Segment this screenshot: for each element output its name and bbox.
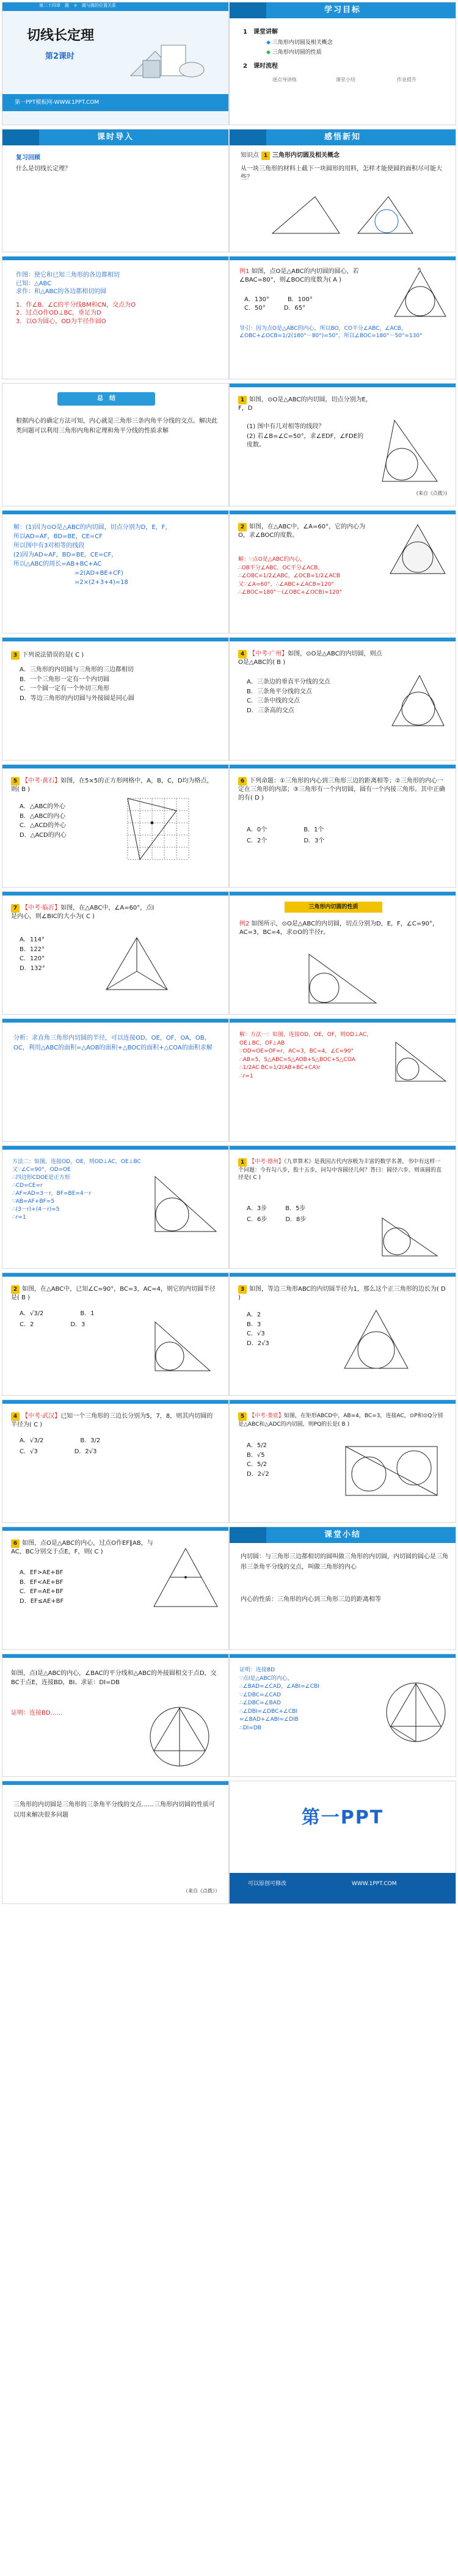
knowledge-label: 知识点: [241, 152, 259, 159]
slide-header: 第二十四章 圆 ＊ 圆与圆的位置关系: [39, 3, 116, 8]
q5-opt-b[interactable]: B．△ABC的内心: [20, 812, 66, 820]
ex2-num: 1: [238, 396, 247, 404]
goal-num-2: 2: [243, 63, 247, 70]
q8-opt-a[interactable]: A．3步: [247, 1205, 267, 1212]
proof-line-3: ∴∠BAD=∠CAD，∠ABI=∠CBI: [239, 1684, 319, 1690]
q3-opt-b[interactable]: B．一个三角形一定有一个内切圆: [20, 676, 109, 683]
q7-tag: 【中考·临沂】: [22, 905, 61, 911]
q14-hint: 证明：连接BD……: [11, 1710, 63, 1717]
brand-footer-2: WWW.1PPT.COM: [352, 1881, 397, 1887]
q7-figure: [100, 935, 173, 996]
new-banner: 感悟新知: [230, 130, 456, 145]
q3-opt-a[interactable]: A．三角形的内切圆与三角形的三边都相切: [20, 666, 134, 673]
q12-text: 如图，在矩形ABCD中，AB=4，BC=3，连接AC，⊙P和⊙Q分别是△ABC和△ADC的内切圆，则PQ的长是( B ): [238, 1413, 443, 1428]
brand-footer-1: 可以原创可修改: [248, 1881, 287, 1887]
question6-slide[interactable]: [229, 764, 456, 888]
review-label: 复习回顾: [16, 155, 40, 161]
q6-opt-c[interactable]: C．2个: [247, 837, 267, 844]
q4-opt-b[interactable]: B．三条角平分线的交点: [247, 688, 312, 695]
q8-opt-c[interactable]: C．6步: [247, 1216, 267, 1223]
q3-opt-c[interactable]: C．一个圆一定有一个外切三角形: [20, 685, 109, 692]
proof-line-8: ∴DI=DB: [239, 1724, 261, 1731]
knowledge2-slide[interactable]: [229, 891, 456, 1015]
q13-opt-d[interactable]: D．EF≤AE+BF: [20, 1597, 64, 1605]
proof-line-5: ∴∠DBC=∠BAD: [239, 1700, 281, 1706]
q7-opt-a[interactable]: A．114°: [20, 936, 45, 943]
sol3-line-5: ∴r=1: [239, 1073, 253, 1079]
ex1-opt-d[interactable]: D．65°: [283, 304, 306, 312]
q10-text: 如图，等边三角形ABC的内切圆半径为1，那么这个正三角形的边长为( D ): [238, 1286, 446, 1301]
solution2-slide[interactable]: [2, 1018, 229, 1142]
sol1-line-7: =2×(2+3+4)=18: [75, 579, 128, 586]
example1-slide[interactable]: [229, 256, 456, 379]
goal-num-1: 1: [243, 29, 247, 35]
k2-title: 三角形内切圆的性质: [285, 902, 382, 913]
q4-tag: 【中考·广州】: [249, 651, 288, 657]
q4-num: 4: [238, 650, 247, 659]
ex2-text: 如图，⊙O是△ABC的内切圆，切点分别为E，F，D: [238, 396, 372, 412]
proof-figure: [382, 1679, 449, 1746]
ex3-sol-2: ∴OB平分∠ABC，OC平分∠ACB，: [238, 564, 324, 571]
sol1-line-6: =2(AD+BE+CF): [75, 570, 123, 577]
ex3-sol-4: 又∵∠A=60°，∴∠ABC+∠ACB=120°: [238, 581, 334, 588]
q8-opt-d[interactable]: D．8步: [285, 1216, 307, 1223]
exercise2-slide[interactable]: [229, 510, 456, 633]
question11-slide[interactable]: [2, 1399, 229, 1523]
ex3-sol-1: 解：∵点O是△ABC的内心，: [238, 556, 306, 563]
summary-text-2: 内心的性质：三角形的内心到三角形三边的距离相等: [241, 1596, 381, 1603]
sol3-line-4: ∴1/2AC·BC=1/2(AB+BC+CA)r: [239, 1065, 321, 1071]
q5-opt-a[interactable]: A．△ABC的外心: [20, 803, 66, 810]
q14-figure: [143, 1703, 216, 1770]
m2-line-5: ∴AF=AD=3－r，BF=BE=4－r: [12, 1191, 92, 1197]
question14-slide[interactable]: [2, 1654, 229, 1777]
question9-slide[interactable]: [2, 1272, 229, 1396]
k2-text: 如图所示，⊙O是△ABC的内切圆，切点分别为D，E，F，∠C=90°，AC=3，BC=4，求⊙O的半径r。: [239, 921, 438, 936]
q11-opt-d[interactable]: D．2√3: [74, 1448, 97, 1455]
title-slide[interactable]: [2, 2, 229, 125]
q8-opt-b[interactable]: B．5步: [285, 1205, 306, 1212]
q4-opt-d[interactable]: D．三条高的交点: [247, 707, 294, 714]
q9-text: 如图，在△ABC中，已知∠C=90°，BC=3，AC=4，则它的内切圆半径是( B ): [11, 1286, 216, 1301]
q9-opt-a[interactable]: A．√3/2: [20, 1310, 44, 1317]
q12-opt-d[interactable]: D．2√2: [247, 1470, 269, 1478]
geometry-shapes-illustration: [118, 27, 210, 88]
q13-opt-c[interactable]: C．EF=AE+BF: [20, 1588, 64, 1595]
q12-opt-c[interactable]: C．5/2: [247, 1461, 267, 1468]
ex1-tag: 例1: [239, 268, 250, 275]
q13-num: 6: [11, 1539, 20, 1548]
q8-num: 1: [238, 1158, 247, 1167]
q13-opt-a[interactable]: A．EF>AE+BF: [20, 1569, 64, 1576]
q7-num: 7: [11, 904, 20, 913]
q5-tag: 【中考·黄石】: [22, 778, 61, 784]
question10-slide[interactable]: [229, 1272, 456, 1396]
q12-opt-b[interactable]: B．√5: [247, 1451, 265, 1459]
flow-step-2: 课堂小结: [336, 77, 355, 82]
knowledge-text: 从一块三角形的材料上截下一块圆形的用料，怎样才能使圆的面积尽可能大些？: [241, 166, 442, 181]
q11-opt-a[interactable]: A．√3/2: [20, 1437, 44, 1444]
question4-slide[interactable]: [229, 637, 456, 761]
q5-opt-d[interactable]: D．△ACD的内心: [20, 831, 67, 839]
goals-banner: 学习目标: [230, 2, 456, 18]
ex2-q1: (1) 图中有几对相等的线段？: [247, 423, 325, 430]
goal-item-1: 课堂讲解: [253, 29, 278, 35]
sol1-line-2: 所以AD=AF，BD=BE，CE=CF: [13, 533, 103, 540]
q12-opt-a[interactable]: A．5/2: [247, 1442, 267, 1449]
m2-line-7: ∴(3－r)+(4－r)=5: [12, 1206, 60, 1213]
q9-num: 2: [11, 1285, 20, 1294]
q14-text: 如图，点I是△ABC的内心，∠BAC的平分线和△ABC的外接圆相交于点D，交BC于点E，连接BD，BI。求证：DI=DB: [11, 1670, 217, 1686]
activity-line-1: 作图：使它和已知三角形的各边都相切: [16, 272, 120, 279]
ex3-num: 2: [238, 523, 247, 531]
q3-num: 3: [11, 651, 20, 660]
q5-num: 5: [11, 777, 20, 786]
brand-text: 第一PPT模板网-WWW.1PPT.COM: [15, 100, 100, 106]
knowledge-title: 三角形内切圆及相关概念: [272, 152, 340, 159]
q6-opt-a[interactable]: A．0个: [247, 826, 267, 833]
q9-opt-c[interactable]: C．2: [20, 1321, 34, 1328]
q8-figure: [376, 1213, 443, 1262]
q6-opt-d[interactable]: D．3个: [304, 837, 325, 844]
q4-figure: [386, 671, 447, 732]
q5-opt-c[interactable]: C．△ACD的外心: [20, 822, 67, 829]
knowledge-num: 1: [261, 151, 270, 160]
m2-line-2: 又∵∠C=90°，OD=OE: [12, 1167, 71, 1173]
m2-line-3: ∴四边形CDOE是正方形: [12, 1175, 70, 1181]
m2-figure: [149, 1170, 222, 1238]
q7-text: 如图，在△ABC中，∠A=60°，点I是内心，则∠BIC的大小为( C ): [11, 905, 154, 920]
activity-line-3: 求作：和△ABC的各边都相切的圆: [16, 288, 107, 295]
summary-head: 总 结: [57, 392, 155, 406]
ex2-credit: (来自《点拨》): [416, 491, 447, 497]
q11-num: 4: [11, 1412, 20, 1421]
q9-opt-d[interactable]: D．3: [70, 1321, 85, 1328]
intro-slide[interactable]: [2, 129, 229, 252]
brand-slide[interactable]: [229, 1781, 456, 1904]
q10-num: 3: [238, 1285, 247, 1294]
final-text-slide[interactable]: [2, 1781, 229, 1904]
q10-opt-c[interactable]: C．√3: [247, 1330, 265, 1337]
question3-slide[interactable]: [2, 637, 229, 761]
q5-grid-figure: [125, 795, 192, 863]
q3-opt-d[interactable]: D．等边三角形的内切圆与外接圆是同心圆: [20, 695, 134, 702]
q4-opt-c[interactable]: C．三条中线的交点: [247, 698, 300, 704]
q7-opt-c[interactable]: C．120°: [20, 955, 45, 962]
intro-banner: 课时导入: [2, 130, 228, 145]
final-credit: （来自《点拨》）: [183, 1888, 220, 1894]
question5-slide[interactable]: [2, 764, 229, 888]
q13-opt-b[interactable]: B．EF<AE+BF: [20, 1578, 64, 1586]
sol3-line-3: ∴AB=5，S△ABC=S△AOB+S△BOC+S△COA: [239, 1056, 355, 1063]
svg-text:A: A: [418, 268, 421, 271]
method2-slide[interactable]: [2, 1145, 229, 1269]
ex3-figure: [387, 522, 448, 577]
summary-banner: 课堂小结: [230, 1527, 456, 1543]
activity-step-1: 1．作∠B、∠C的平分线BM和CN，交点为O: [16, 301, 136, 308]
question8-slide[interactable]: [229, 1145, 456, 1269]
q11-opt-c[interactable]: C．√3: [20, 1448, 38, 1455]
new-knowledge-slide[interactable]: [229, 129, 456, 252]
proof-line-4: ∵∠DBC=∠CAD: [239, 1691, 282, 1698]
q12-figure: [340, 1440, 443, 1501]
q7-opt-d[interactable]: D．132°: [20, 965, 45, 972]
triangle-figures: [266, 191, 419, 239]
proof-line-7: =∠BAD+∠ABI=∠DIB: [239, 1717, 299, 1723]
ex1-opt-a[interactable]: A．130°: [244, 296, 269, 303]
q6-num: 6: [238, 777, 247, 786]
class-summary-slide[interactable]: [229, 1527, 456, 1650]
proof-line-6: ∴∠DBI=∠DBC+∠CBI: [239, 1708, 298, 1715]
summary-text-1: 内切圆：与三角形三边都相切的圆叫做三角形的内切圆，内切圆的圆心是三角形三条角平分线的交点，叫做三角形的内心: [241, 1553, 448, 1571]
q13-figure: [149, 1545, 222, 1613]
q10-opt-a[interactable]: A．2: [247, 1312, 261, 1318]
sol3-line-1: 解：方法一：如图，连接OD，OE，OF，则OD⊥AC，OE⊥BC，OF⊥AB: [239, 1032, 373, 1046]
m2-line-8: ∴r=1: [12, 1214, 26, 1221]
sol3-line-2: ∵OD=OE=OF=r，AC=3，BC=4，∠C=90°: [239, 1048, 354, 1054]
m2-line-1: 方法二：如图，连接OD，OE，则OD⊥AC，OE⊥BC: [12, 1159, 141, 1165]
sol2-line-1: 分析：求直角三角形内切圆的半径，可以连接OD，OE，OF，OA，OB，OC，利用△ABC的面积=△AOB的面积+△BOC的面积+△COA的面积求解: [13, 1035, 213, 1051]
ex3-text: 如图，在△ABC中，∠A=60°，它的内心为O，求∠BOC的度数。: [238, 524, 366, 539]
q8-text: 《九章算术》是我国古代内容极为丰富的数学名著，书中有这样一个问题：今有勾八步，股十五步，问勾中容圆径几何？答曰：圆径六步。则该圆的直径是( C ): [238, 1159, 442, 1181]
q10-opt-b[interactable]: B．3: [247, 1321, 261, 1328]
summary-slide[interactable]: [2, 383, 229, 506]
q9-figure: [149, 1316, 216, 1377]
goal-sub-1: 三角形内切圆及相关概念: [272, 40, 333, 46]
brand-logo-text: 第一PPT: [301, 1807, 384, 1828]
ex1-opt-c[interactable]: C．50°: [244, 304, 266, 312]
goals-slide[interactable]: 学习目标 1 课堂讲解 ◆ 三角形内切圆及相关概念 ◆ 三角形内切圆的性质 2 课时流程 逐点导讲练 课堂小结 作业提升: [229, 2, 456, 125]
sol1-line-5: 所以△ABC的周长=AB+BC+AC: [13, 561, 102, 567]
q8-tag: 【中考·德州】: [249, 1159, 284, 1165]
ex3-sol-5: ∴∠BOC=180°－(∠OBC+∠OCB)=120°: [238, 589, 343, 596]
ex2-q2: (2) 若∠B=∠C=50°，求∠EDF，∠FDE的度数。: [247, 433, 364, 448]
m2-line-4: ∴CD=CE=r: [12, 1183, 43, 1189]
summary-text: 根据内心的确定方法可知，内心就是三角形三条内角平分线的交点。解决此类问题可以利用三角形内角和定理和角平分线的性质求解: [16, 418, 217, 434]
q4-text: 如图，⊙O是△ABC的内切圆，则点O是△ABC的( B ): [238, 651, 382, 666]
m2-line-6: ∵AB=AF+BF=5: [12, 1199, 55, 1205]
ex2-tag: 例2: [239, 921, 250, 927]
goal-item-2: 课时流程: [253, 63, 278, 70]
activity-step-2: 2．过点O作OD⊥BC，垂足为D: [16, 310, 101, 316]
flow-step-3: 作业提升: [397, 77, 416, 82]
question7-slide[interactable]: [2, 891, 229, 1015]
slide-title: 切线长定理: [27, 28, 95, 43]
activity-line-2: 已知：△ABC: [16, 280, 52, 287]
ex1-opt-b[interactable]: B．100°: [287, 296, 313, 303]
q11-text: 已知一个三角形的三边长分别为5，7，8，则其内切圆的半径为( C ): [11, 1413, 213, 1428]
k2-figure: [303, 948, 382, 1009]
question13-slide[interactable]: [2, 1527, 229, 1650]
activity-step-3: 3．以O为圆心，OD为半径作圆O: [16, 318, 106, 325]
q10-opt-d[interactable]: D．2√3: [247, 1340, 269, 1347]
final-text: 三角形的内切圆是三角形的三条角平分线的交点……三角形内切圆的性质可以用来解决很多问题: [13, 1801, 215, 1819]
proof-line-1: 证明：连接BD: [239, 1667, 275, 1673]
q4-opt-a[interactable]: A．三条边的垂直平分线的交点: [247, 679, 330, 685]
q12-num: 5: [238, 1412, 247, 1421]
exercise1-slide[interactable]: [229, 383, 456, 506]
ex3-sol-3: ∴∠OBC=1/2∠ABC，∠OCB=1/2∠ACB: [238, 573, 340, 579]
proof-line-2: ∵点I是△ABC的内心，: [239, 1675, 293, 1682]
q7-opt-b[interactable]: B．122°: [20, 946, 45, 953]
q11-tag: 【中考·武汉】: [22, 1413, 61, 1420]
review-question: 什么是切线长定理？: [16, 166, 71, 172]
q13-text: 如图，点O是△ABC的内心，过点O作EF∥AB，与AC，BC分别交于点E，F，则( C ): [11, 1540, 153, 1555]
q11-opt-b[interactable]: B．3/2: [80, 1437, 101, 1444]
ex1-text: 如图，点O是△ABC的内切圆的圆心，若∠BAC=80°，则∠BOC的度数为( A ): [239, 268, 359, 283]
sol1-line-3: 所以图中有3对相等的线段: [13, 542, 85, 549]
q6-text: 下列命题：①三角形的内心到三角形三边的距离相等；②三角形的内心一定在三角形的内部；③三角形有一个内切圆，圆有一个内接三角形。其中正确的有( D ): [238, 778, 445, 801]
ex1-figure: [390, 268, 451, 323]
sol1-line-4: (2)因为AD=AF，BD=BE，CE=CF，: [13, 552, 118, 558]
ex2-figure: [376, 414, 443, 487]
q10-figure: [340, 1307, 413, 1374]
question12-slide[interactable]: [229, 1399, 456, 1523]
flow-step-1: 逐点导讲练: [272, 77, 297, 82]
lesson-label: 第2课时: [45, 52, 75, 61]
sol3-figure: [390, 1037, 451, 1086]
goal-sub-2: 三角形内切圆的性质: [272, 49, 322, 56]
solution1-slide[interactable]: [2, 510, 229, 633]
q3-text: 下列说法错误的是( C ): [22, 652, 84, 659]
activity-slide[interactable]: [2, 256, 229, 379]
q12-tag: 【中考·娄底】: [249, 1413, 284, 1419]
proof-slide[interactable]: [229, 1654, 456, 1777]
sol1-line-1: 解：(1)因为⊙O是△ABC的内切圆，切点分别为D，E，F，: [13, 524, 172, 531]
q6-opt-b[interactable]: B．1个: [304, 826, 324, 833]
ex1-analysis: 导引：因为点O是△ABC的内心，所以BO，CO平分∠ABC，∠ACB，∠OBC+∠OCB=1/2(180°－80°)=50°，所以∠BOC=180°－50°=130°: [239, 326, 423, 340]
q9-opt-b[interactable]: B．1: [80, 1310, 95, 1317]
q5-text: 如图，在5×5的正方形网格中，A，B，C，D均为格点，则( B ): [11, 778, 213, 793]
solution3-slide[interactable]: [229, 1018, 456, 1142]
